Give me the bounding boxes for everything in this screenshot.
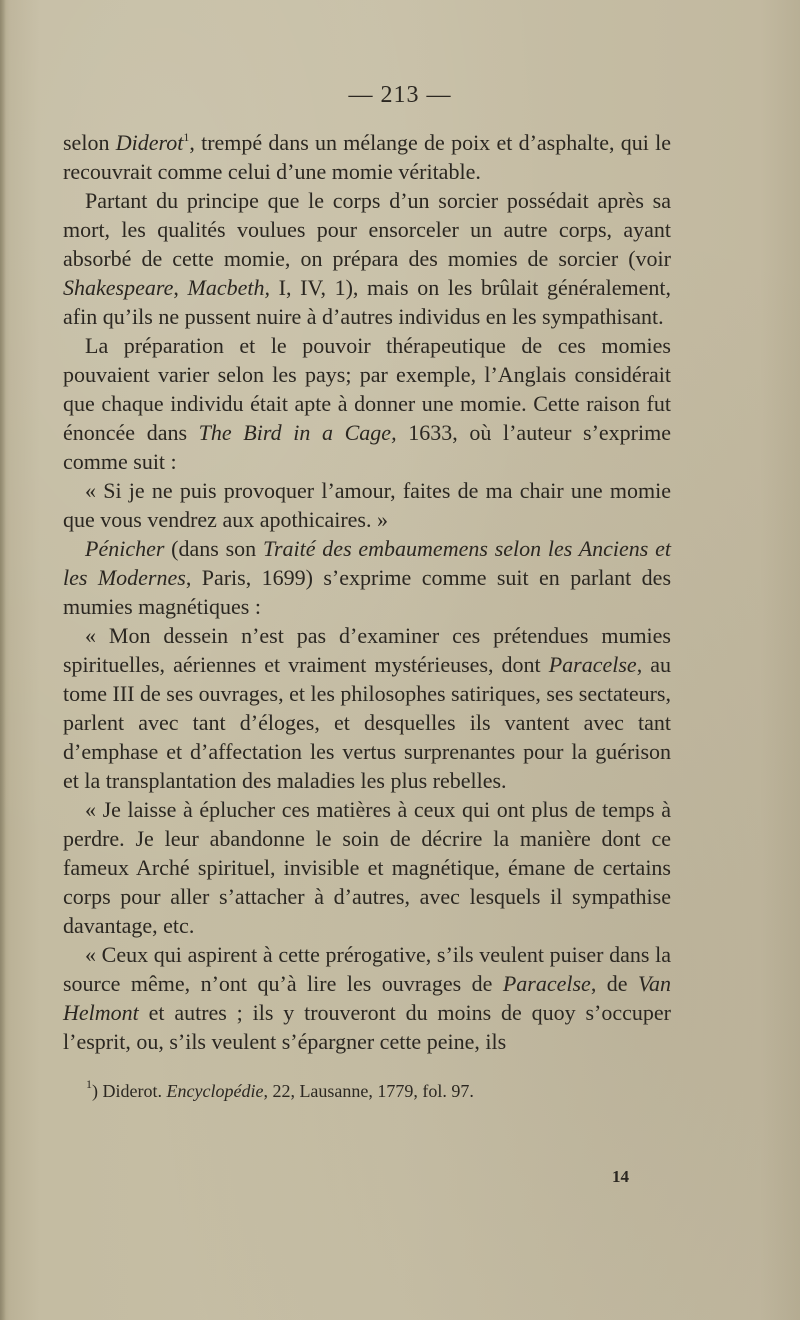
text-segment: 1633, où l’auteur s’exprime comme suit : <box>63 420 672 474</box>
italic-author-name: Paracelse <box>548 652 637 677</box>
paragraph-5 <box>63 534 671 621</box>
italic-work-title: Traité des embaumemens selon les Anciens et les Modernes <box>63 536 672 590</box>
quotation-text: « Si je ne puis provoquer l’amour, faites de ma chair une momie que vous vendrez aux apothicaires. » <box>63 478 671 532</box>
quotation-text: « Ceux qui aspirent à cette prérogative, s’ils veulent puiser dans la source même, n’ont qu’à lire les ouvrages de <box>63 942 671 996</box>
italic-work-title: Encyclopédie <box>166 1081 264 1101</box>
main-text <box>63 128 671 1056</box>
text-segment: , trempé dans un mélange de poix et d’asphalte, qui le recouvrait comme celui d’une momie véritable. <box>63 130 671 184</box>
paragraph-4-quote <box>63 476 671 534</box>
paragraph-8-quote <box>63 940 671 1056</box>
italic-work-title: The Bird in a Cage, <box>198 420 397 445</box>
footnote-text: , 22, Lausanne, 1779, fol. 97. <box>263 1081 474 1101</box>
paragraph-3 <box>63 331 671 476</box>
text-segment: La préparation et le pouvoir thérapeutique de ces momies pouvaient varier selon les pays; par exemple, l’Anglais considérait que chaque individu était apte à donner une momie. Cette raison fut énoncée dans <box>63 333 671 445</box>
text-segment: selon <box>63 130 116 155</box>
footnote <box>86 1079 686 1103</box>
paragraph-2 <box>63 186 671 331</box>
paragraph-6-quote <box>63 621 671 795</box>
italic-work-title: Macbeth, <box>187 275 270 300</box>
footnote-text: ) Diderot. <box>92 1081 167 1101</box>
quotation-text: « Je laisse à éplucher ces matières à ceux qui ont plus de temps à perdre. Je leur abandonne le soin de décrire la manière dont ce fameux Arché spirituel, invisible et magnétique, émane de certains corps pour aller s’attacher à d’autres, avec lesquels il sympathise davantage, etc. <box>63 797 671 938</box>
quotation-text: « Mon dessein n’est pas d’examiner ces prétendues mumies spirituelles, aériennes et vraiment mystérieuses, dont <box>63 623 671 677</box>
italic-author-name: Pénicher <box>85 536 165 561</box>
page-edge-shadow <box>0 0 6 1320</box>
text-segment: I, IV, 1), mais on les brûlait généralement, afin qu’ils ne pussent nuire à d’autres individus en les sympathisant. <box>63 275 672 329</box>
text-segment: , <box>173 275 188 300</box>
italic-author-name: Diderot <box>115 130 184 155</box>
paragraph-1 <box>63 128 671 186</box>
printer-signature-mark: 14 <box>612 1167 629 1186</box>
footnote-reference: 1 <box>183 130 190 144</box>
text-segment: , Paris, 1699) s’exprime comme suit en parlant des mumies magnétiques : <box>63 565 671 619</box>
italic-author-name: Shakespeare <box>63 275 174 300</box>
footnote-number: 1 <box>86 1077 92 1091</box>
italic-author-name: Van Helmont <box>63 971 672 1025</box>
text-segment: (dans son <box>164 536 263 561</box>
quotation-text: , de <box>590 971 639 996</box>
page-number: — 213 — <box>348 82 452 108</box>
quotation-text: , au tome III de ses ouvrages, et les philosophes satiriques, ses sectateurs, parlent avec tant d’éloges, et desquelles ils vantent avec tant d’emphase et d’affectation les vertus surprenantes pour la guérison et la transplantation des maladies les plus rebelles. <box>63 652 672 793</box>
quotation-text: et autres ; ils y trouveront du moins de quoy s’occuper l’esprit, ou, s’ils veulent s’épargner cette peine, ils <box>63 1000 671 1054</box>
text-segment: Partant du principe que le corps d’un sorcier possédait après sa mort, les qualités voulues pour ensorceler un autre corps, ayant absorbé de cette momie, on prépara des momies de sorcier (voir <box>63 188 671 271</box>
paragraph-7-quote <box>63 795 671 940</box>
italic-author-name: Paracelse <box>502 971 591 996</box>
